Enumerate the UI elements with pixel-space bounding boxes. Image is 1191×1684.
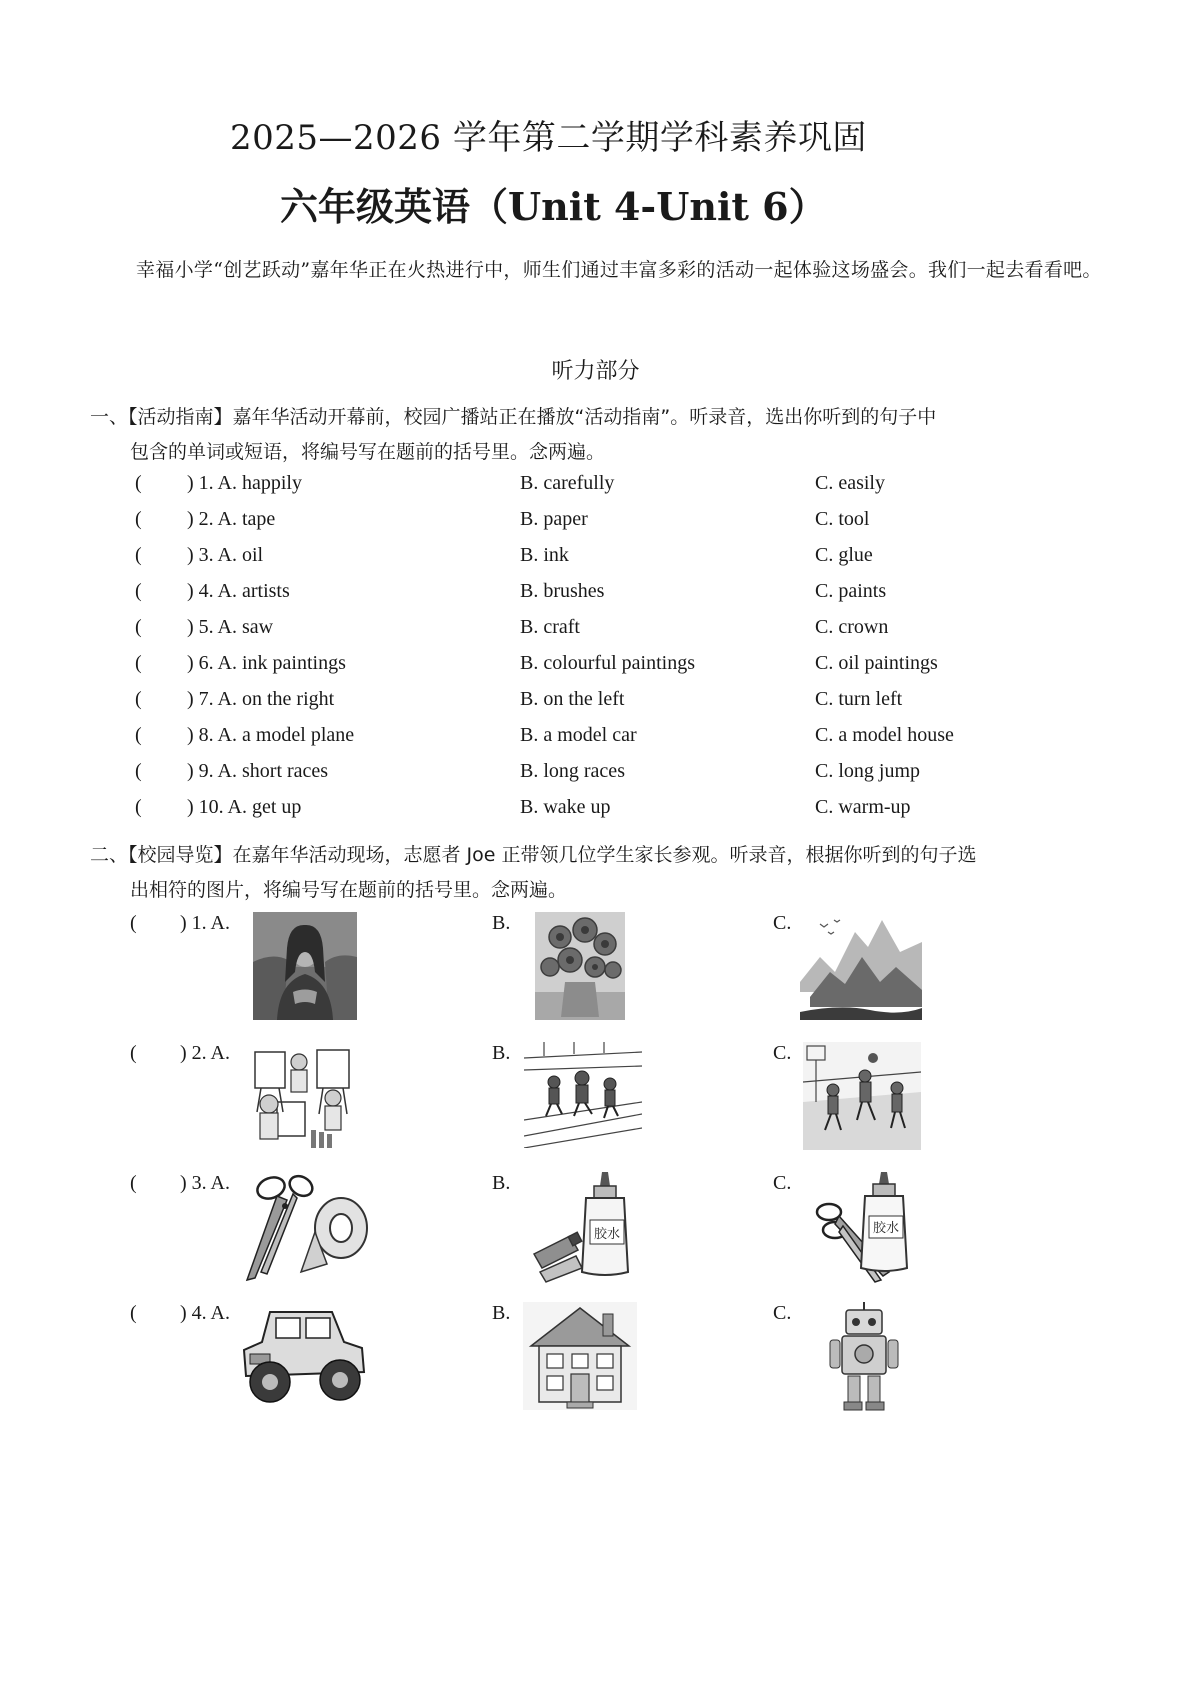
- part2-instruction: [90, 838, 1120, 908]
- question-option-c: C. a model house: [815, 724, 954, 746]
- answer-bracket: (: [130, 1302, 137, 1324]
- question-option-b: B. wake up: [520, 796, 611, 818]
- question-option-a: ) 2. A. tape: [187, 508, 276, 530]
- ink-landscape-painting-icon: [800, 912, 922, 1020]
- question-row: [0, 616, 1191, 652]
- answer-bracket: (: [135, 688, 142, 710]
- answer-bracket: (: [135, 616, 142, 638]
- question-option-c: C. tool: [815, 508, 870, 530]
- exam-subtitle: 六年级英语（Unit 4-Unit 6）: [280, 184, 827, 229]
- exam-title: 2025—2026 学年第二学期学科素养巩固: [230, 118, 867, 158]
- question-option-c: C. turn left: [815, 688, 903, 710]
- glue-and-paint-tubes-icon: [530, 1172, 640, 1284]
- question-option-c: C. warm-up: [815, 796, 911, 818]
- question-row: [0, 796, 1191, 832]
- question-option-a: ) 5. A. saw: [187, 616, 274, 638]
- question-row: [0, 724, 1191, 760]
- picture-question-row: [0, 1172, 1191, 1302]
- option-c-label: C.: [773, 1302, 792, 1324]
- option-c-label: C.: [773, 912, 792, 934]
- question-option-c: C. easily: [815, 472, 885, 494]
- question-row: [0, 580, 1191, 616]
- question-option-b: B. craft: [520, 616, 580, 638]
- model-car-icon: [240, 1302, 370, 1406]
- robot-icon: [826, 1302, 902, 1412]
- option-c-label: C.: [773, 1042, 792, 1064]
- listening-section-title: 听力部分: [551, 359, 640, 384]
- question-option-b: B. carefully: [520, 472, 615, 494]
- model-house-icon: [523, 1302, 637, 1410]
- part1-instruction-line1: 一、【活动指南】嘉年华活动开幕前，校园广播站正在播放“活动指南”。听录音，选出你听到的句子中: [90, 406, 937, 428]
- answer-bracket: (: [130, 1172, 137, 1194]
- question-option-c: C. crown: [815, 616, 889, 638]
- option-c-label: C.: [773, 1172, 792, 1194]
- question-option-b: B. brushes: [520, 580, 605, 602]
- answer-bracket: (: [135, 472, 142, 494]
- mona-lisa-painting-icon: [253, 912, 357, 1020]
- question-option-a: ) 1. A. happily: [187, 472, 302, 494]
- answer-bracket: (: [135, 724, 142, 746]
- question-option-c: C. paints: [815, 580, 887, 602]
- option-b-label: B.: [492, 1042, 511, 1064]
- answer-bracket: (: [130, 1042, 137, 1064]
- glue-label: 胶水: [593, 1227, 621, 1242]
- question-option-a: ) 10. A. get up: [187, 796, 302, 818]
- picture-question-row: [0, 1042, 1191, 1172]
- answer-bracket: (: [130, 912, 137, 934]
- answer-bracket: (: [135, 580, 142, 602]
- part1-instruction: [90, 400, 1120, 470]
- answer-bracket: (: [135, 652, 142, 674]
- question-option-a: ) 9. A. short races: [187, 760, 329, 782]
- question-row: [0, 544, 1191, 580]
- question-number: ) 3. A.: [180, 1172, 230, 1194]
- answer-bracket: (: [135, 796, 142, 818]
- sunflowers-painting-icon: [535, 912, 625, 1020]
- question-row: [0, 508, 1191, 544]
- question-option-b: B. colourful paintings: [520, 652, 695, 674]
- question-option-b: B. paper: [520, 508, 588, 530]
- question-option-b: B. on the left: [520, 688, 625, 710]
- option-b-label: B.: [492, 1302, 511, 1324]
- question-option-c: C. long jump: [815, 760, 921, 782]
- option-b-label: B.: [492, 1172, 511, 1194]
- basketball-game-icon: [803, 1042, 921, 1150]
- picture-question-row: [0, 912, 1191, 1042]
- question-option-b: B. long races: [520, 760, 625, 782]
- picture-question-row: [0, 1302, 1191, 1432]
- answer-bracket: (: [135, 544, 142, 566]
- question-option-b: B. ink: [520, 544, 569, 566]
- glue-label: 胶水: [872, 1221, 900, 1236]
- option-b-label: B.: [492, 912, 511, 934]
- part1-instruction-line2: 包含的单词或短语，将编号写在题前的括号里。念两遍。: [130, 441, 606, 463]
- question-option-a: ) 6. A. ink paintings: [187, 652, 346, 674]
- scissors-and-glue-icon: [811, 1172, 921, 1284]
- question-number: ) 1. A.: [180, 912, 230, 934]
- question-number: ) 2. A.: [180, 1042, 230, 1064]
- question-option-a: ) 3. A. oil: [187, 544, 264, 566]
- running-race-icon: [524, 1042, 642, 1148]
- answer-bracket: (: [135, 508, 142, 530]
- question-row: [0, 760, 1191, 796]
- children-painting-icon: [247, 1042, 359, 1152]
- question-row: [0, 472, 1191, 508]
- question-option-a: ) 8. A. a model plane: [187, 724, 355, 746]
- question-option-c: C. glue: [815, 544, 873, 566]
- answer-bracket: (: [135, 760, 142, 782]
- question-option-b: B. a model car: [520, 724, 637, 746]
- intro-paragraph: 幸福小学“创艺跃动”嘉年华正在火热进行中，师生们通过丰富多彩的活动一起体验这场盛会。我们一起去看看吧。: [136, 259, 1102, 281]
- scissors-and-tape-icon: [241, 1172, 369, 1284]
- question-row: [0, 688, 1191, 724]
- question-option-a: ) 7. A. on the right: [187, 688, 335, 710]
- question-number: ) 4. A.: [180, 1302, 230, 1324]
- question-option-c: C. oil paintings: [815, 652, 938, 674]
- question-option-a: ) 4. A. artists: [187, 580, 290, 602]
- question-row: [0, 652, 1191, 688]
- part2-instruction-line1: 二、【校园导览】在嘉年华活动现场，志愿者 Joe 正带领几位学生家长参观。听录音，根据你听到的句子选: [90, 844, 977, 866]
- part2-instruction-line2: 出相符的图片，将编号写在题前的括号里。念两遍。: [130, 879, 568, 901]
